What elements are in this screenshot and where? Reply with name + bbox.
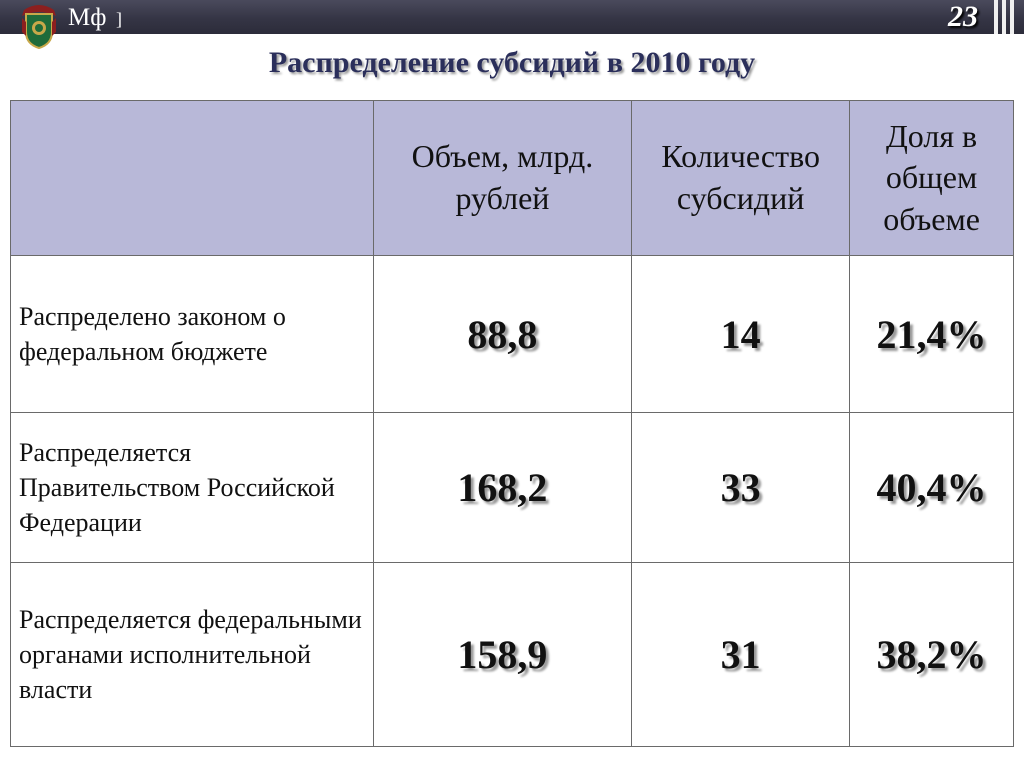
row-label: Распределяется Правительством Российской Федерации xyxy=(11,413,374,563)
volume-value: 158,9 xyxy=(373,563,632,747)
table-row xyxy=(11,563,1014,747)
table-row xyxy=(11,256,1014,413)
column-header-share: Доля в общем объеме xyxy=(850,101,1014,256)
subsidy-table xyxy=(10,100,1014,747)
count-value: 31 xyxy=(632,563,850,747)
share-value: 40,4% xyxy=(850,413,1014,563)
brand-separator: ] xyxy=(116,9,122,29)
row-label: Распределяется федеральными органами исполнительной власти xyxy=(11,563,374,747)
column-header-empty xyxy=(11,101,374,256)
slide-number: 23 xyxy=(948,0,978,33)
column-header-volume: Объем, млрд. рублей xyxy=(373,101,632,256)
volume-value: 88,8 xyxy=(373,256,632,413)
decorative-bars-icon xyxy=(990,0,1024,34)
top-bar xyxy=(0,0,1024,34)
share-value: 21,4% xyxy=(850,256,1014,413)
count-value: 14 xyxy=(632,256,850,413)
ministry-emblem-icon xyxy=(16,2,62,50)
volume-value: 168,2 xyxy=(373,413,632,563)
table-header-row xyxy=(11,101,1014,256)
brand-logo-text: Мф xyxy=(68,4,107,31)
share-value: 38,2% xyxy=(850,563,1014,747)
column-header-count: Количество субсидий xyxy=(632,101,850,256)
count-value: 33 xyxy=(632,413,850,563)
table-row xyxy=(11,413,1014,563)
row-label: Распределено законом о федеральном бюджете xyxy=(11,256,374,413)
slide-title: Распределение субсидий в 2010 году xyxy=(268,46,756,79)
